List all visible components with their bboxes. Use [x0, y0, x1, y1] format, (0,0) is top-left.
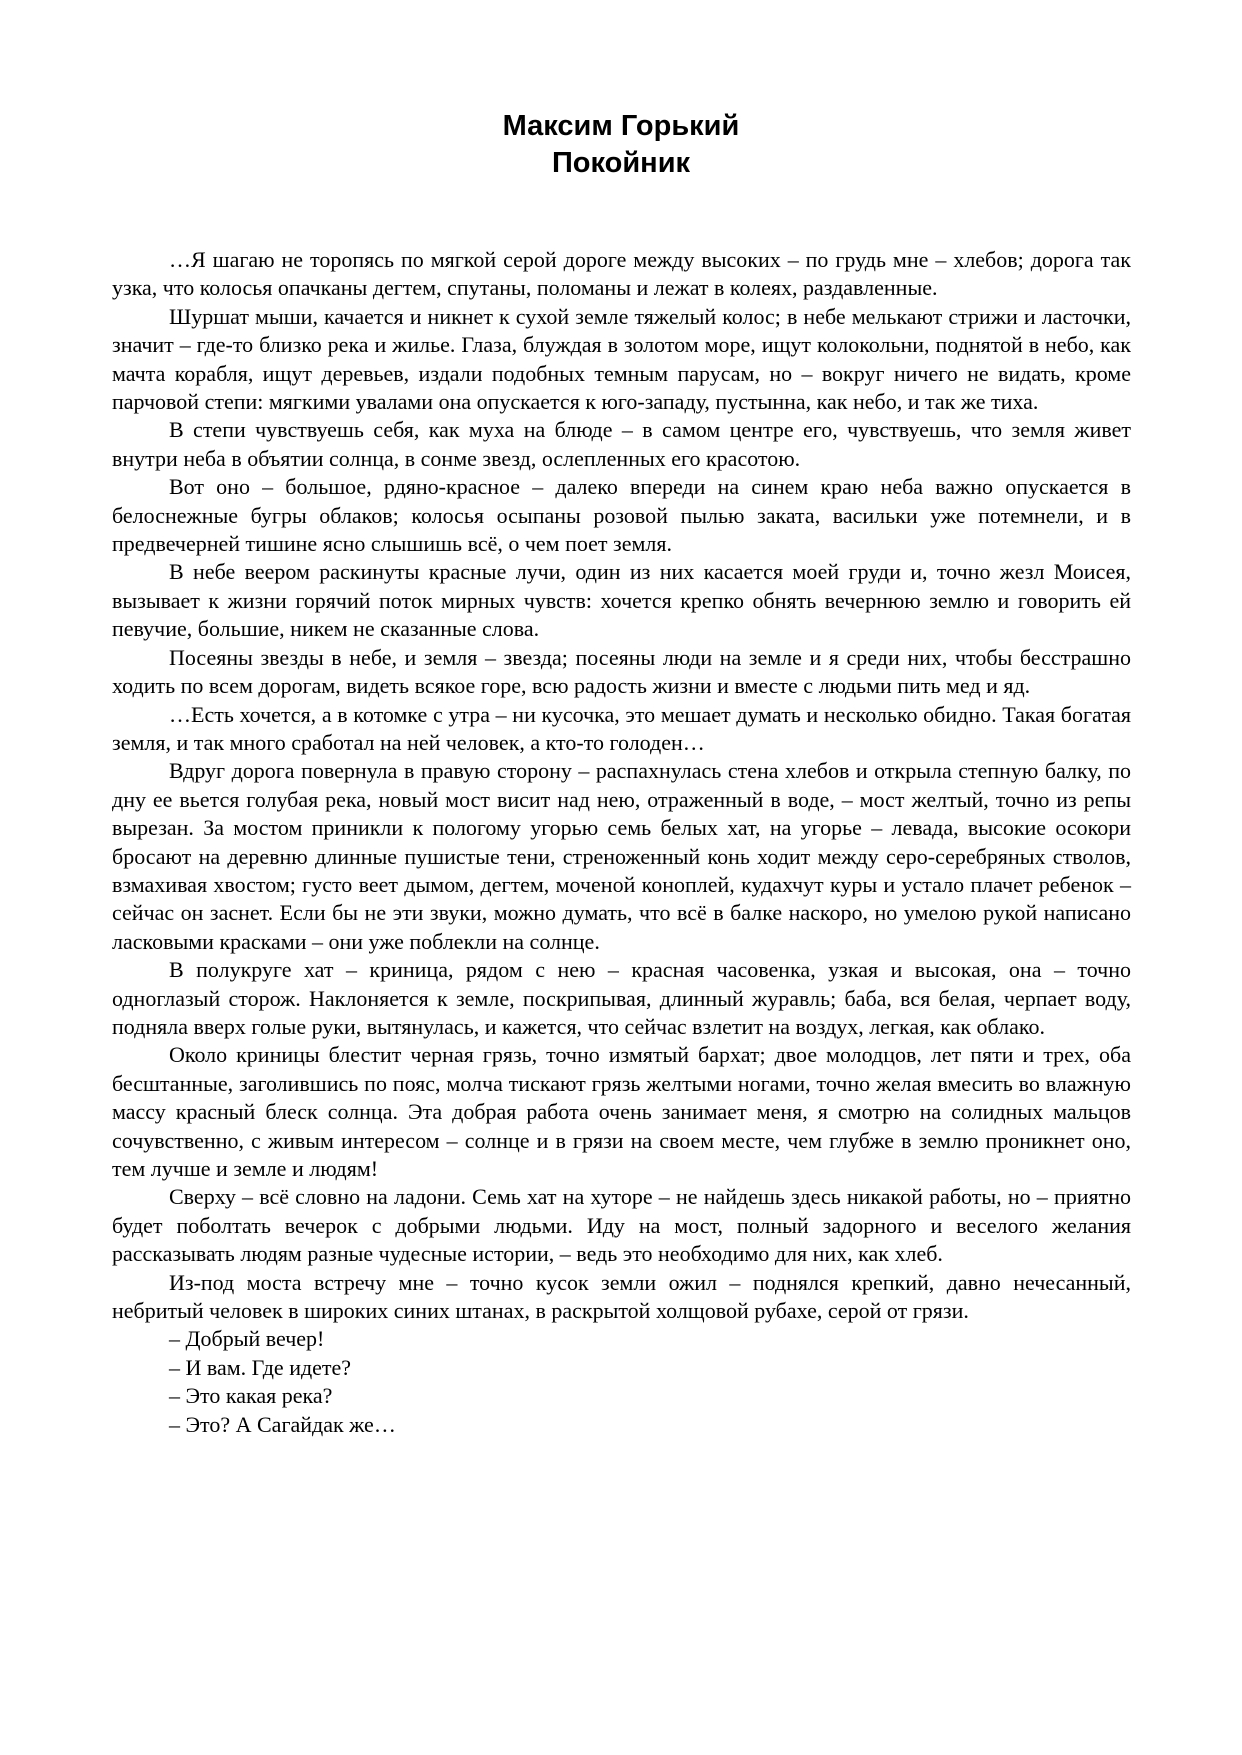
- title-block: [0, 108, 1242, 182]
- paragraph: Из-под моста встречу мне – точно кусок земли ожил – поднялся крепкий, давно нечесанный, небритый человек в широких синих штанах, в раскрытой холщовой рубахе, серой от грязи.: [112, 1269, 1131, 1324]
- paragraph: В степи чувствуешь себя, как муха на блюде – в самом центре его, чувствуешь, что земля живет внутри неба в объятии солнца, в сонме звезд, ослепленных его красотою.: [112, 417, 1131, 471]
- dialogue-line: – Это? А Сагайдак же…: [169, 1411, 396, 1437]
- paragraph: В небе веером раскинуты красные лучи, один из них касается моей груди и, точно жезл Моисея, вызывает к жизни горячий поток мирных чувств: хочется крепко обнять вечернюю землю и говорить ей певучие, большие, никем не сказанные слова.: [112, 559, 1131, 642]
- paragraph: …Есть хочется, а в котомке с утра – ни кусочка, это мешает думать и несколько обидно. Такая богатая земля, и так много сработал на ней человек, а кто-то голоден…: [112, 701, 1131, 755]
- paragraph: Вот оно – большое, рдяно-красное – далеко впереди на синем краю неба важно опускается в белоснежные бугры облаков; колосья осыпаны розовой пылью заката, васильки уже потемнели, и в предвечерней тишине ясно слышишь всё, о чем поет земля.: [112, 474, 1131, 557]
- work-title: Покойник: [551, 147, 691, 179]
- dialogue-line: – Добрый вечер!: [169, 1326, 325, 1352]
- paragraph: Сверху – всё словно на ладони. Семь хат на хуторе – не найдешь здесь никакой работы, но – приятно будет поболтать вечерок с добрыми людьми. Иду на мост, полный задорного и веселого желания рассказывать людям разные чудесные истории, – ведь это необходимо для них, как хлеб.: [112, 1184, 1131, 1267]
- paragraph: Вдруг дорога повернула в правую сторону – распахнулась стена хлебов и открыла степную балку, по дну ее вьется голубая река, новый мост висит над нею, отраженный в воде, – мост желтый, точно из репы вырезан. За мостом приникли к пологому угорью семь белых хат, на угорье – левада, высокие осокори бросают на деревню длинные пушистые тени, стреноженный конь ходит между серо-серебряных стволов, взмахивая хвостом; густо веет дымом, дегтем, моченой коноплей, кудахчут куры и устало плачет ребенок – сейчас он заснет. Если бы не эти звуки, можно думать, что всё в балке наскоро, но умелою рукой написано ласковыми красками – они уже поблекли на солнце.: [112, 758, 1131, 954]
- paragraph: Посеяны звезды в небе, и земля – звезда; посеяны люди на земле и я среди них, чтобы бесстрашно ходить по всем дорогам, видеть всякое горе, всю радость жизни и вместе с людьми пить мед и яд.: [112, 644, 1131, 699]
- author-name: Максим Горький: [502, 110, 740, 142]
- dialogue-line: – Это какая река?: [169, 1383, 333, 1409]
- dialogue-line: – И вам. Где идете?: [169, 1354, 352, 1380]
- paragraph: Около криницы блестит черная грязь, точно измятый бархат; двое молодцов, лет пяти и трех, оба бесштанные, заголившись по пояс, молча тискают грязь желтыми ногами, точно желая вмесить во влажную массу красный блеск солнца. Эта добрая работа очень занимает меня, я смотрю на солидных мальцов сочувственно, с живым интересом – солнце и в грязи на своем месте, чем глубже в землю проникнет оно, тем лучше и земле и людям!: [112, 1042, 1131, 1181]
- body-text: [112, 246, 1131, 1439]
- paragraph: В полукруге хат – криница, рядом с нею – красная часовенка, узкая и высокая, она – точно одноглазый сторож. Наклоняется к земле, поскрипывая, длинный журавль; баба, вся белая, черпает воду, подняла вверх голые руки, вытянулась, и кажется, что сейчас взлетит на воздух, легкая, как облако.: [112, 957, 1131, 1039]
- paragraph: …Я шагаю не торопясь по мягкой серой дороге между высоких – по грудь мне – хлебов; дорога так узка, что колосья опачканы дегтем, спутаны, поломаны и лежат в колеях, раздавленные.: [112, 247, 1131, 301]
- paragraph: Шуршат мыши, качается и никнет к сухой земле тяжелый колос; в небе мелькают стрижи и ласточки, значит – где-то близко река и жилье. Глаза, блуждая в золотом море, ищут колокольни, поднятой в небо, как мачта корабля, ищут деревьев, издали подобных темным парусам, но – вокруг ничего не видать, кроме парчовой степи: мягкими увалами она опускается к юго-западу, пустынна, как небо, и так же тиха.: [112, 303, 1131, 415]
